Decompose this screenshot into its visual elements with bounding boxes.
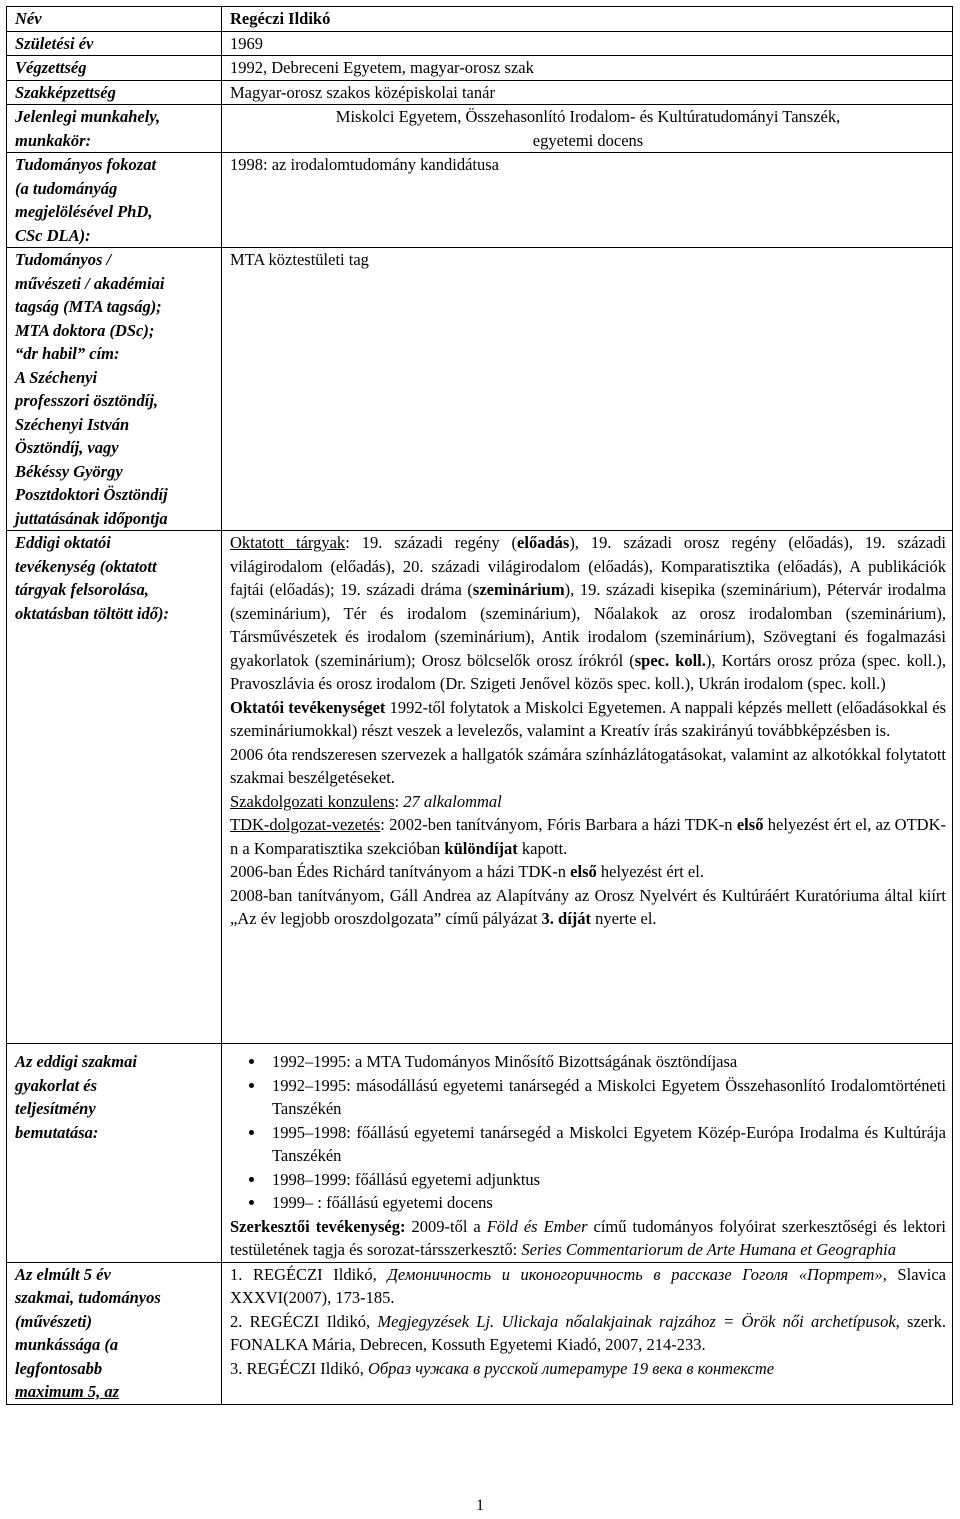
value-vegzettseg: 1992, Debreceni Egyetem, magyar-orosz szak — [222, 56, 953, 81]
value-line: Miskolci Egyetem, Összehasonlító Irodalom- és Kultúratudományi Tanszék, — [335, 107, 841, 126]
value-line: egyetemi docens — [532, 130, 644, 150]
label-line: juttatásának időpontja — [15, 508, 168, 528]
row-szakkepzettseg — [7, 80, 953, 105]
label-line: “dr habil” cím: — [15, 344, 120, 363]
text-span: ), 19. századi orosz regény (előadás), 19. századi világirodalom (előadás), 20. századi világirodalom (előadás), Komparatisztika (előadás), A publikációk fajtái (előadás); 19. századi dráma ( — [230, 533, 946, 599]
label-line: Az eddigi szakmai — [15, 1052, 137, 1071]
value-oktatoi — [222, 531, 953, 1044]
oktatott-targyak-heading: Oktatott tárgyak — [230, 533, 346, 552]
text-span: helyezést ért el, az OTDK-n a Komparatisztika szekcióban — [230, 815, 946, 858]
italic-span: Föld és Ember — [486, 1216, 588, 1236]
tdk-paragraph — [230, 813, 946, 860]
italic-span: 27 alkalommal — [403, 791, 502, 811]
text-span: : 2002-ben tanítványom, Fóris Barbara a házi TDK-n — [380, 815, 737, 834]
label-line: professzori ösztöndíj, — [15, 391, 159, 410]
label-line: bemutatása: — [15, 1122, 99, 1142]
text-span: ), Kortárs orosz próza (spec. koll.), Pravoszlávia és orosz irodalom (Dr. Szigeti Jenővel közös spec. koll.), Ukrán irodalom (spec. koll.) — [230, 650, 947, 693]
label-line: A Széchenyi — [15, 367, 98, 387]
bold-span: Oktatói tevékenységet — [230, 697, 386, 717]
career-list — [230, 1050, 946, 1215]
label-line: Ösztöndíj, vagy — [15, 438, 119, 457]
text-span: 1. REGÉCZI Ildikó, — [230, 1264, 388, 1284]
text-span: helyezést ért el. — [596, 862, 704, 881]
text-span: 2009-től a — [405, 1216, 487, 1236]
italic-span: Образ чужака в русской литературе 19 века в контексте — [367, 1358, 775, 1378]
text-span: 1992-től folytatok a Miskolci Egyetemen. A nappali képzés mellett (előadásokkal és szemináriumokkal) részt veszek a levelezős, valamint a Kreatív írás szakirányú továbbképzésben is. — [230, 697, 947, 740]
label-line: Az elmúlt 5 év — [15, 1264, 111, 1284]
label-line: Tudományos / — [15, 250, 112, 269]
value-tagsag — [222, 248, 953, 531]
bold-span: első — [736, 815, 764, 834]
label-fokozat — [7, 153, 222, 248]
text-span: , Slavica XXXVI(2007), 173-185. — [230, 1264, 947, 1307]
cv-table — [6, 6, 953, 1405]
label-line: MTA doktora (DSc); — [15, 320, 155, 340]
label-vegzettseg: Végzettség — [7, 56, 222, 81]
label-line: tagság (MTA tagság); — [15, 297, 162, 316]
text-span: : 19. századi regény ( — [345, 533, 518, 552]
text-span: kapott. — [517, 838, 568, 858]
publication-1 — [230, 1263, 946, 1310]
label-line: teljesítmény — [15, 1099, 96, 1118]
text-span: 2006-ban Édes Richárd tanítványom a házi TDK-n — [230, 862, 571, 881]
label-munkassag — [7, 1262, 222, 1404]
text-span: ), 19. századi kisepika (szeminárium), Pétervár irodalma (szeminárium), Tér és irodalom (szeminárium), Nőalakok az orosz irodalomban (szeminárium), Társművészetek és irodalom (szeminárium), Antik irodalom (szeminárium), Szövegtani és fogalmazási gyakorlatok (szeminárium); Orosz bölcselők orosz írókról ( — [230, 580, 947, 670]
page-number: 1 — [476, 1497, 484, 1514]
label-oktatoi — [7, 531, 222, 1044]
konzulens-paragraph — [230, 790, 946, 814]
label-line: oktatásban töltött idő): — [15, 603, 170, 623]
label-line: tárgyak felsorolása, — [15, 580, 149, 599]
tdk-heading: TDK-dolgozat-vezetés — [230, 815, 381, 834]
bold-span: szeminárium — [472, 580, 565, 599]
value-gyakorlat — [222, 1044, 953, 1263]
label-szakkepzettseg: Szakképzettség — [7, 80, 222, 105]
row-nev — [7, 7, 953, 32]
palyazat-2008-paragraph — [230, 884, 946, 931]
value-line: MTA köztestületi tag — [230, 250, 369, 269]
value-nev: Regéczi Ildikó — [222, 7, 953, 32]
label-line: Jelenlegi munkahely, — [15, 107, 161, 126]
label-munkahely — [7, 105, 222, 153]
list-item: • 1995–1998: főállású egyetemi tanársegéd a Miskolci Egyetem Közép-Európa Irodalma és Kultúrája Tanszékén — [266, 1121, 946, 1168]
label-line: tevékenység (oktatott — [15, 556, 157, 576]
oktatott-targyak-paragraph — [230, 531, 946, 696]
value-szuletesi-ev: 1969 — [222, 31, 953, 56]
value-munkassag — [222, 1262, 953, 1404]
label-line: Tudományos fokozat — [15, 155, 157, 174]
label-line: munkakör: — [15, 130, 92, 150]
bold-span: első — [570, 862, 597, 881]
label-line: Posztdoktori Ösztöndíj — [15, 485, 168, 504]
list-item: • 1999– : főállású egyetemi docens — [266, 1191, 946, 1215]
publication-3 — [230, 1357, 946, 1381]
label-line: Eddigi oktatói — [15, 533, 111, 552]
label-line: (a tudományág — [15, 178, 118, 198]
label-line: művészeti / akadémiai — [15, 273, 165, 293]
row-oktatoi — [7, 531, 953, 1044]
bold-span: Szerkesztői tevékenység: — [230, 1216, 406, 1236]
label-line: Széchenyi István — [15, 414, 130, 434]
oktatoi-tevekenyseg-paragraph — [230, 696, 946, 743]
value-szakkepzettseg: Magyar-orosz szakos középiskolai tanár — [222, 80, 953, 105]
label-gyakorlat — [7, 1044, 222, 1263]
label-line: megjelölésével PhD, — [15, 202, 153, 221]
text-span: című tudományos folyóirat szerkesztőségi és lektori testületének tagja és sorozat-társszerkesztő: — [230, 1216, 946, 1259]
szinhaz-paragraph: 2006 óta rendszeresen szervezek a hallgatók számára színházlátogatásokat, valamint az alkotókkal folytatott szakmai beszélgetéseket. — [230, 744, 946, 787]
bold-span: 3. díját — [541, 909, 592, 928]
konzulens-heading: Szakdolgozati konzulens — [230, 791, 395, 811]
bold-span: előadás — [517, 533, 570, 552]
row-munkassag — [7, 1262, 953, 1404]
text-span: , szerk. FONALKA Mária, Debrecen, Kossuth Egyetemi Kiadó, 2007, 214-233. — [230, 1311, 946, 1354]
label-line: CSc DLA): — [15, 225, 91, 245]
row-tagsag — [7, 248, 953, 531]
label-line: maximum 5, az — [15, 1382, 120, 1401]
row-gyakorlat — [7, 1044, 953, 1263]
tdk-2006-paragraph — [230, 860, 946, 884]
label-szuletesi-ev: Születési év — [7, 31, 222, 56]
label-nev: Név — [7, 7, 222, 32]
italic-span: Демоничность и иконогоричность в рассказе Гоголя «Портрет» — [387, 1264, 883, 1284]
szerkesztoi-paragraph — [230, 1215, 946, 1262]
text-span: 3. REGÉCZI Ildikó, — [230, 1358, 368, 1378]
list-item: • 1992–1995: másodállású egyetemi tanársegéd a Miskolci Egyetem Összehasonlító Irodalomtörténeti Tanszékén — [266, 1074, 946, 1121]
italic-span: Megjegyzések Lj. Ulickaja nőalakjainak rajzához = Örök női archetípusok — [377, 1311, 896, 1331]
list-item: • 1992–1995: a MTA Tudományos Minősítő Bizottságának ösztöndíjasa — [266, 1050, 946, 1074]
row-fokozat — [7, 153, 953, 248]
bold-span: különdíjat — [444, 838, 518, 858]
text-span: 2. REGÉCZI Ildikó, — [230, 1311, 378, 1331]
label-tagsag — [7, 248, 222, 531]
label-line: gyakorlat és — [15, 1075, 98, 1095]
row-szuletesi-ev — [7, 31, 953, 56]
text-span: 2008-ban tanítványom, Gáll Andrea az Alapítvány az Orosz Nyelvért és Kultúráért Kuratóriuma által kiírt „Az év legjobb oroszdolgozata” című pályázat — [230, 885, 946, 928]
value-line: 1998: az irodalomtudomány kandidátusa — [230, 155, 499, 174]
bold-span: spec. koll. — [634, 650, 706, 670]
row-vegzettseg — [7, 56, 953, 81]
italic-span: Series Commentariorum de Arte Humana et Geographia — [521, 1240, 896, 1259]
publication-2 — [230, 1310, 946, 1357]
text-span: : — [394, 791, 404, 811]
label-line: (művészeti) — [15, 1311, 92, 1331]
label-line: Békéssy György — [15, 461, 123, 481]
label-line: legfontosabb — [15, 1358, 103, 1378]
text-span: nyerte el. — [591, 909, 657, 928]
row-munkahely — [7, 105, 953, 153]
value-fokozat — [222, 153, 953, 248]
value-munkahely — [222, 105, 953, 153]
label-line: szakmai, tudományos — [15, 1288, 161, 1307]
list-item: • 1998–1999: főállású egyetemi adjunktus — [266, 1168, 946, 1192]
label-line: munkássága (a — [15, 1335, 119, 1354]
